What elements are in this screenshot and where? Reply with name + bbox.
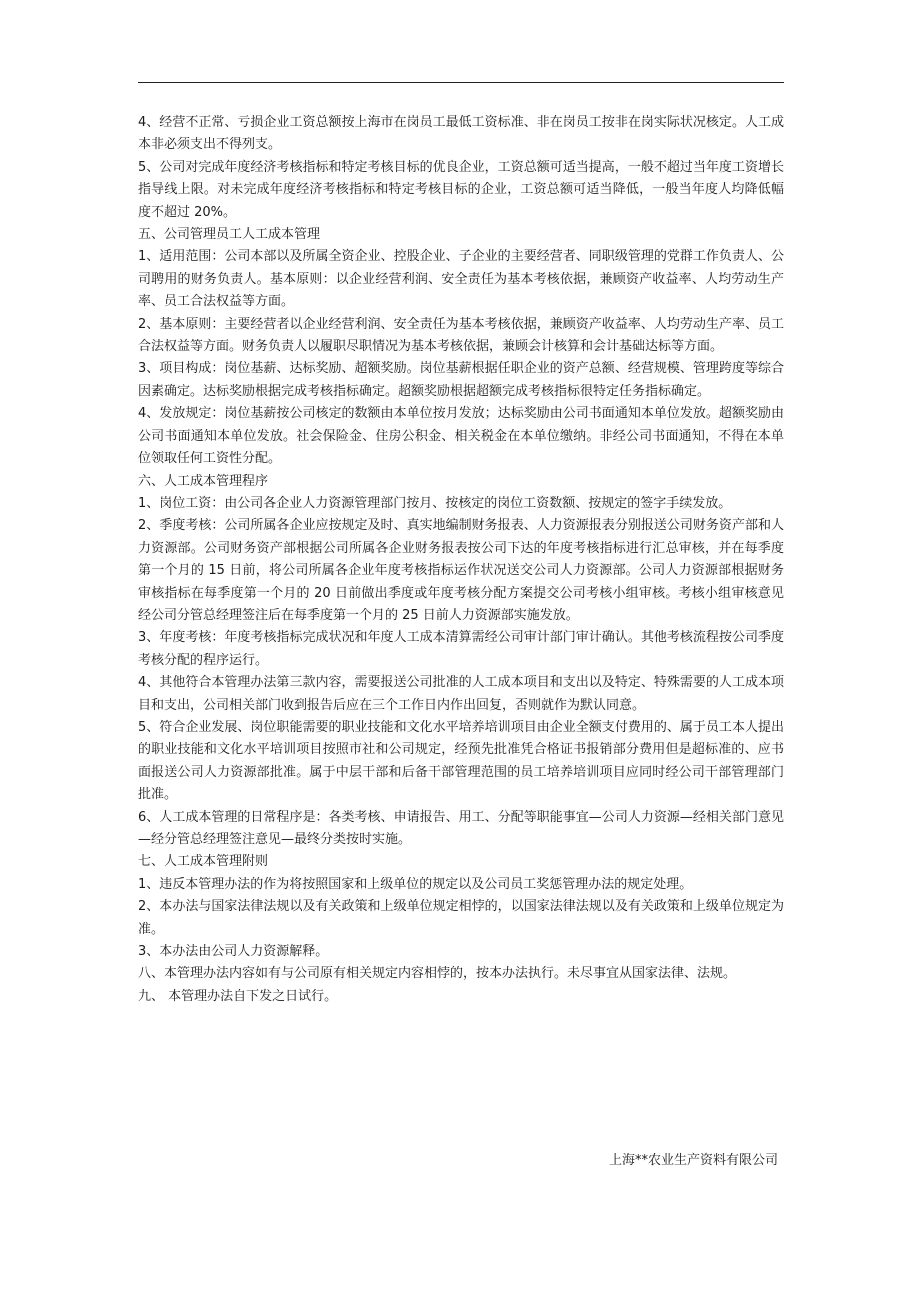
paragraph: 2、季度考核：公司所属各企业应按规定及时、真实地编制财务报表、人力资源报表分别报送公司财务资产部和人力资源部。公司财务资产部根据公司所属各企业财务报表按公司下达的年度考核指标进行汇总审核，并在每季度第一个月的 15 日前，将公司所属各企业年度考核指标运作状况送交公司人力资源部。公司人力资源部根据财务审核指标在每季度第一个月的 20 日前做出季度或年度考核分配方案提交公司考核小组审核。考核小组审核意见经公司分管总经理签注后在每季度第一个月的 25 日前人力资源部实施发放。 (138, 518, 784, 623)
company-signature: 上海**农业生产资料有限公司 (608, 1153, 778, 1168)
paragraph: 2、基本原则：主要经营者以企业经营利润、安全责任为基本考核依据，兼顾资产收益率、人均劳动生产率、员工合法权益等方面。财务负责人以履职尽职情况为基本考核依据，兼顾会计核算和会计基础达标等方面。 (138, 316, 784, 355)
paragraph: 5、符合企业发展、岗位职能需要的职业技能和文化水平培养培训项目由企业全额支付费用的、属于员工本人提出的职业技能和文化水平培训项目按照市社和公司规定，经预先批准凭合格证书报销部分费用但是超标准的、应书面报送公司人力资源部批准。属于中层干部和后备干部管理范围的员工培养培训项目应同时经公司干部管理部门批准。 (138, 719, 784, 803)
header-rule (138, 82, 784, 83)
section-heading: 五、公司管理员工人工成本管理 (138, 227, 321, 243)
paragraph: 3、项目构成：岗位基薪、达标奖励、超额奖励。岗位基薪根据任职企业的资产总额、经营规模、管理跨度等综合因素确定。达标奖励根据完成考核指标确定。超额奖励根据超额完成考核指标很特定任务指标确定。 (138, 361, 784, 399)
paragraph: 3、年度考核：年度考核指标完成状况和年度人工成本清算需经公司审计部门审计确认。其他考核流程按公司季度考核分配的程序运行。 (138, 630, 784, 668)
paragraph: 1、违反本管理办法的作为将按照国家和上级单位的规定以及公司员工奖惩管理办法的规定处理。 (138, 876, 693, 892)
paragraph: 6、人工成本管理的日常程序是：各类考核、申请报告、用工、分配等职能事宜—公司人力资源—经相关部门意见—经分管总经理签注意见—最终分类按时实施。 (138, 809, 784, 847)
paragraph: 2、本办法与国家法律法规以及有关政策和上级单位规定相悖的，以国家法律法规以及有关政策和上级单位规定为准。 (138, 899, 784, 937)
paragraph: 1、适用范围：公司本部以及所属全资企业、控股企业、子企业的主要经营者、同职级管理的党群工作负责人、公司聘用的财务负责人。基本原则：以企业经营利润、安全责任为基本考核依据，兼顾资产收益率、人均劳动生产率、员工合法权益等方面。 (138, 249, 784, 310)
paragraph: 3、本办法由公司人力资源解释。 (138, 944, 329, 960)
paragraph: 八、本管理办法内容如有与公司原有相关规定内容相悖的，按本办法执行。未尽事宜从国家法律、法规。 (138, 966, 737, 982)
paragraph: 九、 本管理办法自下发之日试行。 (138, 988, 338, 1004)
paragraph: 1、岗位工资：由公司各企业人力资源管理部门按月、按核定的岗位工资数额、按规定的签字手续发放。 (138, 495, 732, 511)
paragraph: 4、经营不正常、亏损企业工资总额按上海市在岗员工最低工资标准、非在岗员工按非在岗实际状况核定。人工成本非必须支出不得列支。 (138, 115, 784, 153)
paragraph: 4、发放规定：岗位基薪按公司核定的数额由本单位按月发放；达标奖励由公司书面通知本单位发放。超额奖励由公司书面通知本单位发放。社会保险金、住房公积金、相关税金在本单位缴纳。非经公司书面通知，不得在本单位领取任何工资性分配。 (138, 406, 784, 467)
section-heading: 七、人工成本管理附则 (138, 854, 269, 870)
section-heading: 六、人工成本管理程序 (138, 473, 269, 489)
paragraph: 4、其他符合本管理办法第三款内容，需要报送公司批准的人工成本项目和支出以及特定、特殊需要的人工成本项目和支出，公司相关部门收到报告后应在三个工作日内作出回复，否则就作为默认同意。 (138, 675, 784, 713)
paragraph: 5、公司对完成年度经济考核指标和特定考核目标的优良企业，工资总额可适当提高，一般不超过当年度工资增长指导线上限。对未完成年度经济考核指标和特定考核目标的企业，工资总额可适当降低，一般当年度人均降低幅度不超过 20%。 (138, 159, 784, 220)
document-body (138, 112, 784, 1008)
